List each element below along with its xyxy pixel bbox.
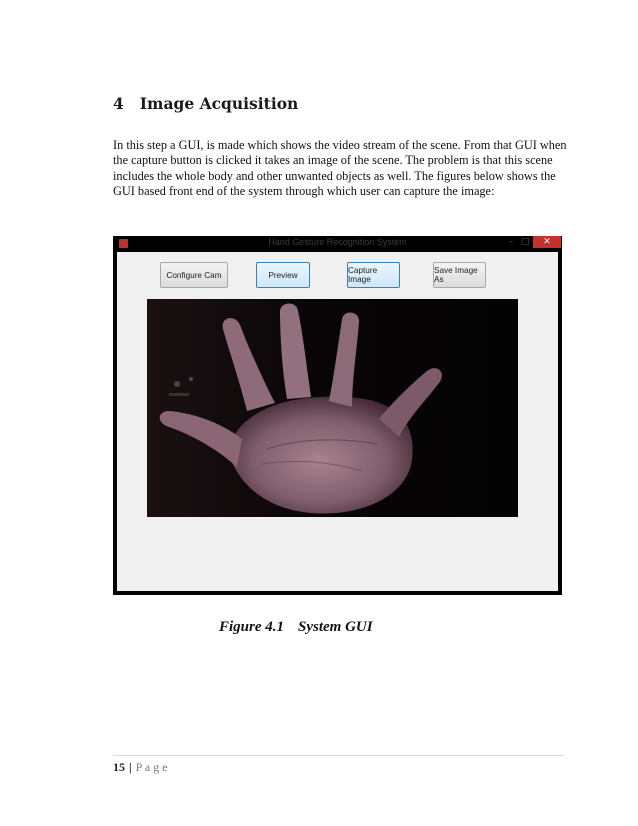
preview-button[interactable]: Preview [256,262,310,288]
maximize-icon[interactable]: □ [520,237,530,247]
body-paragraph: In this step a GUI, is made which shows the video stream of the scene. From that GUI when the capture button is clicked it takes an image of the scene. The problem is that this scene includes the whole body and other unwanted objects as well. The figures below shows the GUI based front end of the system through which user can capture the image: [113,138,567,198]
page-label: P a g e [135,760,168,774]
save-image-as-button[interactable]: Save Image As [433,262,486,288]
figure-title: System GUI [298,619,373,635]
configure-cam-button[interactable]: Configure Cam [160,262,228,288]
figure-number: Figure 4.1 [219,619,285,635]
figure-caption [219,619,373,636]
section-title: Image Acquisition [139,94,299,113]
video-preview [147,299,518,517]
window-title: Hand Gesture Recognition System [268,237,407,247]
page-number: 15 [113,760,125,774]
window-client-area [117,252,558,591]
footer-rule [113,755,565,756]
app-window-screenshot [113,236,562,595]
window-titlebar [113,236,562,252]
minimize-icon[interactable]: – [508,237,514,247]
page-footer [113,760,168,775]
section-number: 4 [113,94,124,113]
section-heading [113,94,298,113]
hand-image [147,299,518,517]
close-icon[interactable]: ✕ [533,236,561,248]
capture-image-button[interactable]: Capture Image [347,262,400,288]
footer-separator: | [129,760,132,774]
